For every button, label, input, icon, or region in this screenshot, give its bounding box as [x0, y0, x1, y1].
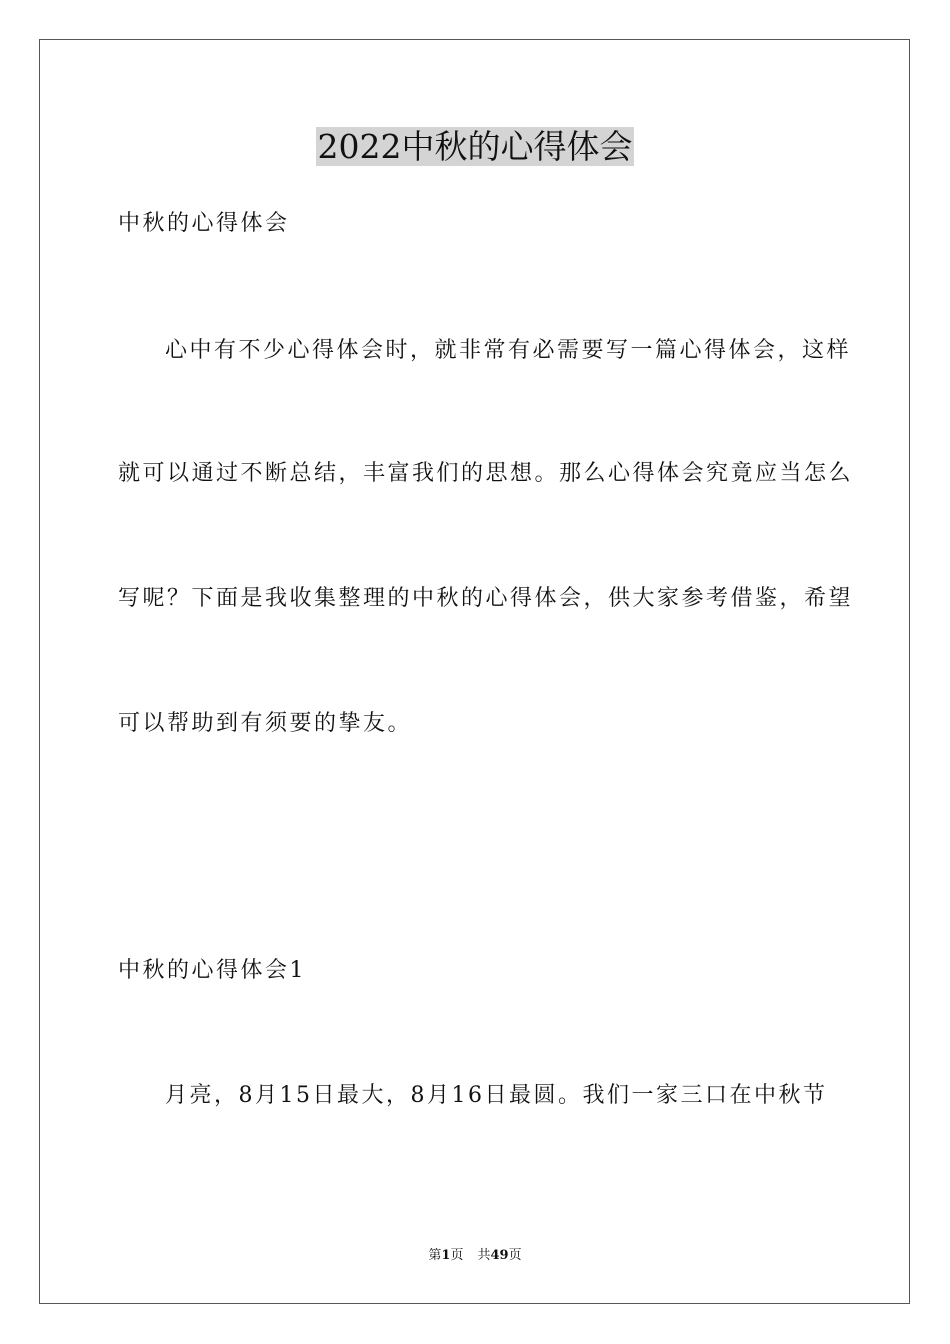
intro-line-2: 就可以通过不断总结，丰富我们的思想。那么心得体会究竟应当怎么 — [118, 461, 854, 486]
section-paragraph-line-1: 月亮，8月15日最大，8月16日最圆。我们一家三口在中秋节 — [165, 1083, 828, 1108]
footer-total-suffix: 页 — [508, 1248, 522, 1263]
document-title-text: 2022中秋的心得体会 — [317, 127, 633, 166]
document-subtitle: 中秋的心得体会 — [118, 211, 290, 236]
page-footer — [0, 1247, 950, 1265]
footer-page-number: 1 — [441, 1248, 451, 1263]
intro-line-3: 写呢？下面是我收集整理的中秋的心得体会，供大家参考借鉴，希望 — [118, 586, 854, 611]
footer-page-prefix: 第 — [428, 1248, 442, 1263]
intro-line-4: 可以帮助到有须要的挚友。 — [118, 711, 413, 736]
footer-total-prefix: 共 — [477, 1248, 491, 1263]
intro-line-1: 心中有不少心得体会时，就非常有必需要写一篇心得体会，这样 — [165, 338, 852, 363]
footer-page-suffix: 页 — [450, 1248, 464, 1263]
section-heading: 中秋的心得体会1 — [118, 958, 306, 983]
document-title — [0, 126, 950, 168]
footer-total-pages: 49 — [490, 1248, 509, 1263]
